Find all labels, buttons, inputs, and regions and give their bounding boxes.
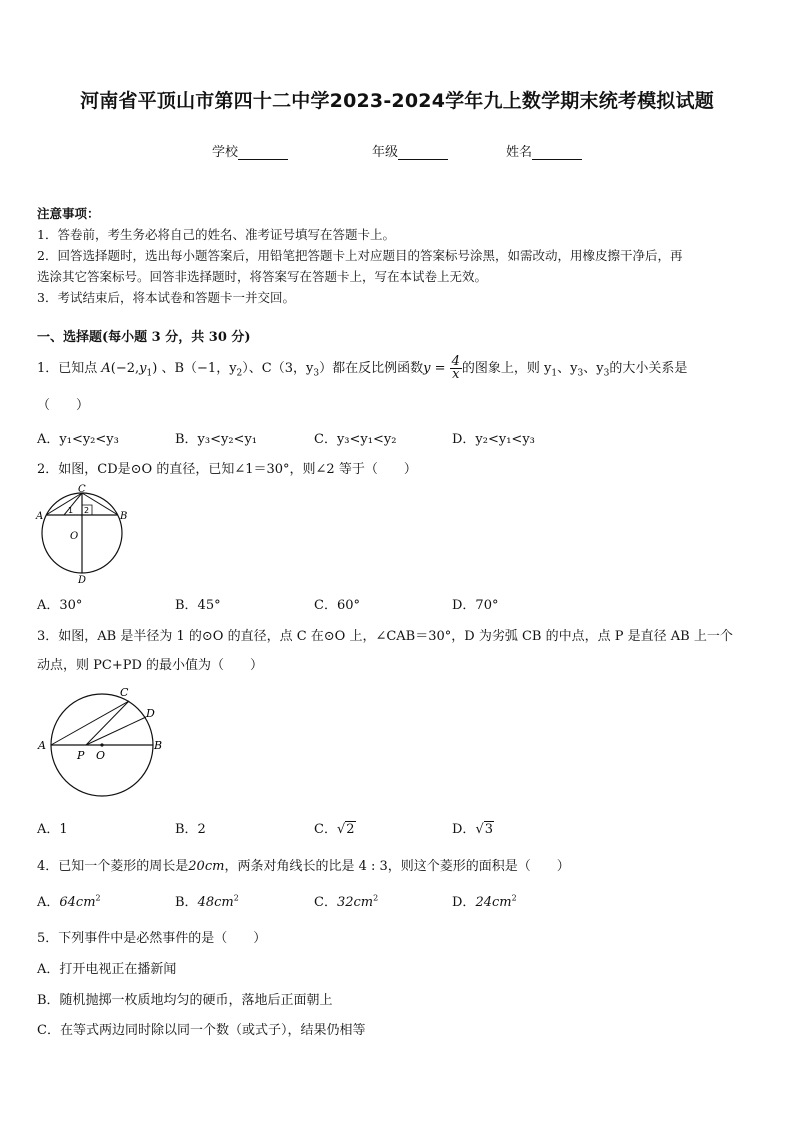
sqrt-3: √3 bbox=[475, 822, 494, 837]
section-heading: 一、选择题(每小题 3 分，共 30 分) bbox=[37, 330, 251, 345]
svg-text:O: O bbox=[96, 749, 106, 762]
svg-text:2: 2 bbox=[84, 506, 90, 515]
page-title: 河南省平顶山市第四十二中学2023-2024学年九上数学期末统考模拟试题 bbox=[80, 90, 714, 112]
q1-suffix: 的图象上，则 y bbox=[461, 361, 552, 376]
q1-suffix2: 、y bbox=[557, 361, 578, 376]
q1-suffix3: 、y bbox=[583, 361, 604, 376]
q1-paren: （ ） bbox=[37, 398, 90, 413]
q1-suffix4: 的大小关系是 bbox=[609, 361, 688, 376]
svg-text:1: 1 bbox=[68, 506, 74, 515]
q4-option-b-label: B． bbox=[175, 895, 198, 910]
notes-item-2a: 2．回答选择题时，选出每小题答案后，用铅笔把答题卡上对应题目的答案标号涂黑，如需改动，用橡皮擦干净后，再 bbox=[37, 248, 683, 263]
q3-option-c-label: C． bbox=[314, 822, 337, 837]
school-label: 学校 bbox=[212, 145, 239, 160]
svg-text:A: A bbox=[36, 511, 44, 522]
svg-text:D: D bbox=[146, 707, 155, 720]
q4-text-a: 4．已知一个菱形的周长是 bbox=[37, 859, 189, 874]
q4-text-b: ，两条对角线长的比是 4 : 3，则这个菱形的面积是（ ） bbox=[224, 859, 570, 874]
q4-perimeter: 20cm bbox=[188, 859, 225, 874]
grade-blank bbox=[398, 146, 448, 160]
q1-mid3: ）都在反比例函数 bbox=[319, 361, 424, 376]
q3-figure bbox=[34, 683, 168, 809]
q5-option-a: A．打开电视正在播新闻 bbox=[37, 962, 177, 977]
q2-option-c: C．60° bbox=[314, 598, 360, 613]
question-4 bbox=[37, 855, 570, 874]
notes-heading: 注意事项： bbox=[37, 206, 100, 221]
svg-text:P: P bbox=[77, 749, 85, 762]
q3-option-d-label: D． bbox=[452, 822, 476, 837]
q3-option-d bbox=[452, 818, 494, 837]
q1-mid: 、B（−1，y bbox=[157, 361, 237, 376]
q3-option-a: A．1 bbox=[37, 822, 68, 837]
q5-option-c: C．在等式两边同时除以同一个数（或式子），结果仍相等 bbox=[37, 1023, 366, 1038]
q2-figure bbox=[34, 483, 134, 585]
school-field bbox=[212, 141, 288, 160]
q4-option-d: D．$24cm^2$ bbox=[452, 893, 517, 910]
q1-prefix: 1．已知点 bbox=[37, 361, 102, 376]
q3-option-b: B．2 bbox=[175, 822, 206, 837]
sqrt-2: √2 bbox=[336, 822, 355, 837]
question-2: 2．如图，CD是⊙O 的直径，已知∠1＝30°，则∠2 等于（ ） bbox=[37, 462, 417, 477]
q1-fraction: $\frac{4}{x}$ bbox=[451, 354, 460, 382]
question-1: 1．已知点 $A(-2,y_1)$ 、B（−1，$y_2$）、C（3，$y_3$）都在反比例函数y = $\frac{4}{x}$ 的图象上，则 $y_1$、$y_3$、$y_3$的大小关系是 bbox=[37, 354, 688, 382]
q2-option-a: A．30° bbox=[37, 598, 83, 613]
q4-option-d-label: D． bbox=[452, 895, 476, 910]
school-blank bbox=[238, 146, 288, 160]
q1-option-c: C．y₃<y₁<y₂ bbox=[314, 432, 397, 447]
q1-option-d: D．y₂<y₁<y₃ bbox=[452, 432, 535, 447]
q5-option-b: B．随机抛掷一枚质地均匀的硬币，落地后正面朝上 bbox=[37, 993, 333, 1008]
q1-option-b: B．y₃<y₂<y₁ bbox=[175, 432, 258, 447]
q4-option-c: C．$32cm^2$ bbox=[314, 893, 379, 910]
q1-mid2: ）、C（3，y bbox=[242, 361, 314, 376]
svg-text:B: B bbox=[120, 511, 128, 522]
q4-option-c-label: C． bbox=[314, 895, 337, 910]
notes-block bbox=[37, 203, 759, 308]
svg-text:A: A bbox=[38, 739, 46, 752]
svg-text:O: O bbox=[70, 531, 79, 542]
svg-text:C: C bbox=[120, 686, 129, 699]
question-3-line1: 3．如图，AB 是半径为 1 的⊙O 的直径，点 C 在⊙O 上，∠CAB＝30°，D 为劣弧 CB 的中点，点 P 是直径 AB 上一个 bbox=[37, 629, 733, 644]
q4-option-b: B．$48cm^2$ bbox=[175, 893, 239, 910]
svg-text:D: D bbox=[78, 575, 87, 585]
grade-field bbox=[372, 141, 448, 160]
notes-item-2b: 选涂其它答案标号。回答非选择题时，将答案写在答题卡上，写在本试卷上无效。 bbox=[37, 269, 488, 284]
notes-item-1: 1．答卷前，考生务必将自己的姓名、准考证号填写在答题卡上。 bbox=[37, 227, 395, 242]
q4-option-a: A．$64cm^2$ bbox=[37, 893, 101, 910]
name-label: 姓名 bbox=[506, 145, 533, 160]
q2-option-b: B．45° bbox=[175, 598, 221, 613]
svg-text:C: C bbox=[78, 484, 86, 495]
question-5: 5．下列事件中是必然事件的是（ ） bbox=[37, 931, 267, 946]
svg-text:B: B bbox=[154, 739, 163, 752]
q1-option-a: A．y₁<y₂<y₃ bbox=[37, 432, 119, 447]
q2-option-d: D．70° bbox=[452, 598, 499, 613]
grade-label: 年级 bbox=[372, 145, 399, 160]
name-blank bbox=[532, 146, 582, 160]
q3-option-c bbox=[314, 818, 356, 837]
q1-point-a: A bbox=[101, 361, 111, 376]
notes-item-3: 3．考试结束后，将本试卷和答题卡一并交回。 bbox=[37, 290, 295, 305]
question-3-line2: 动点，则 PC+PD 的最小值为（ ） bbox=[37, 658, 264, 673]
name-field bbox=[506, 141, 582, 160]
q4-option-a-label: A． bbox=[37, 895, 60, 910]
